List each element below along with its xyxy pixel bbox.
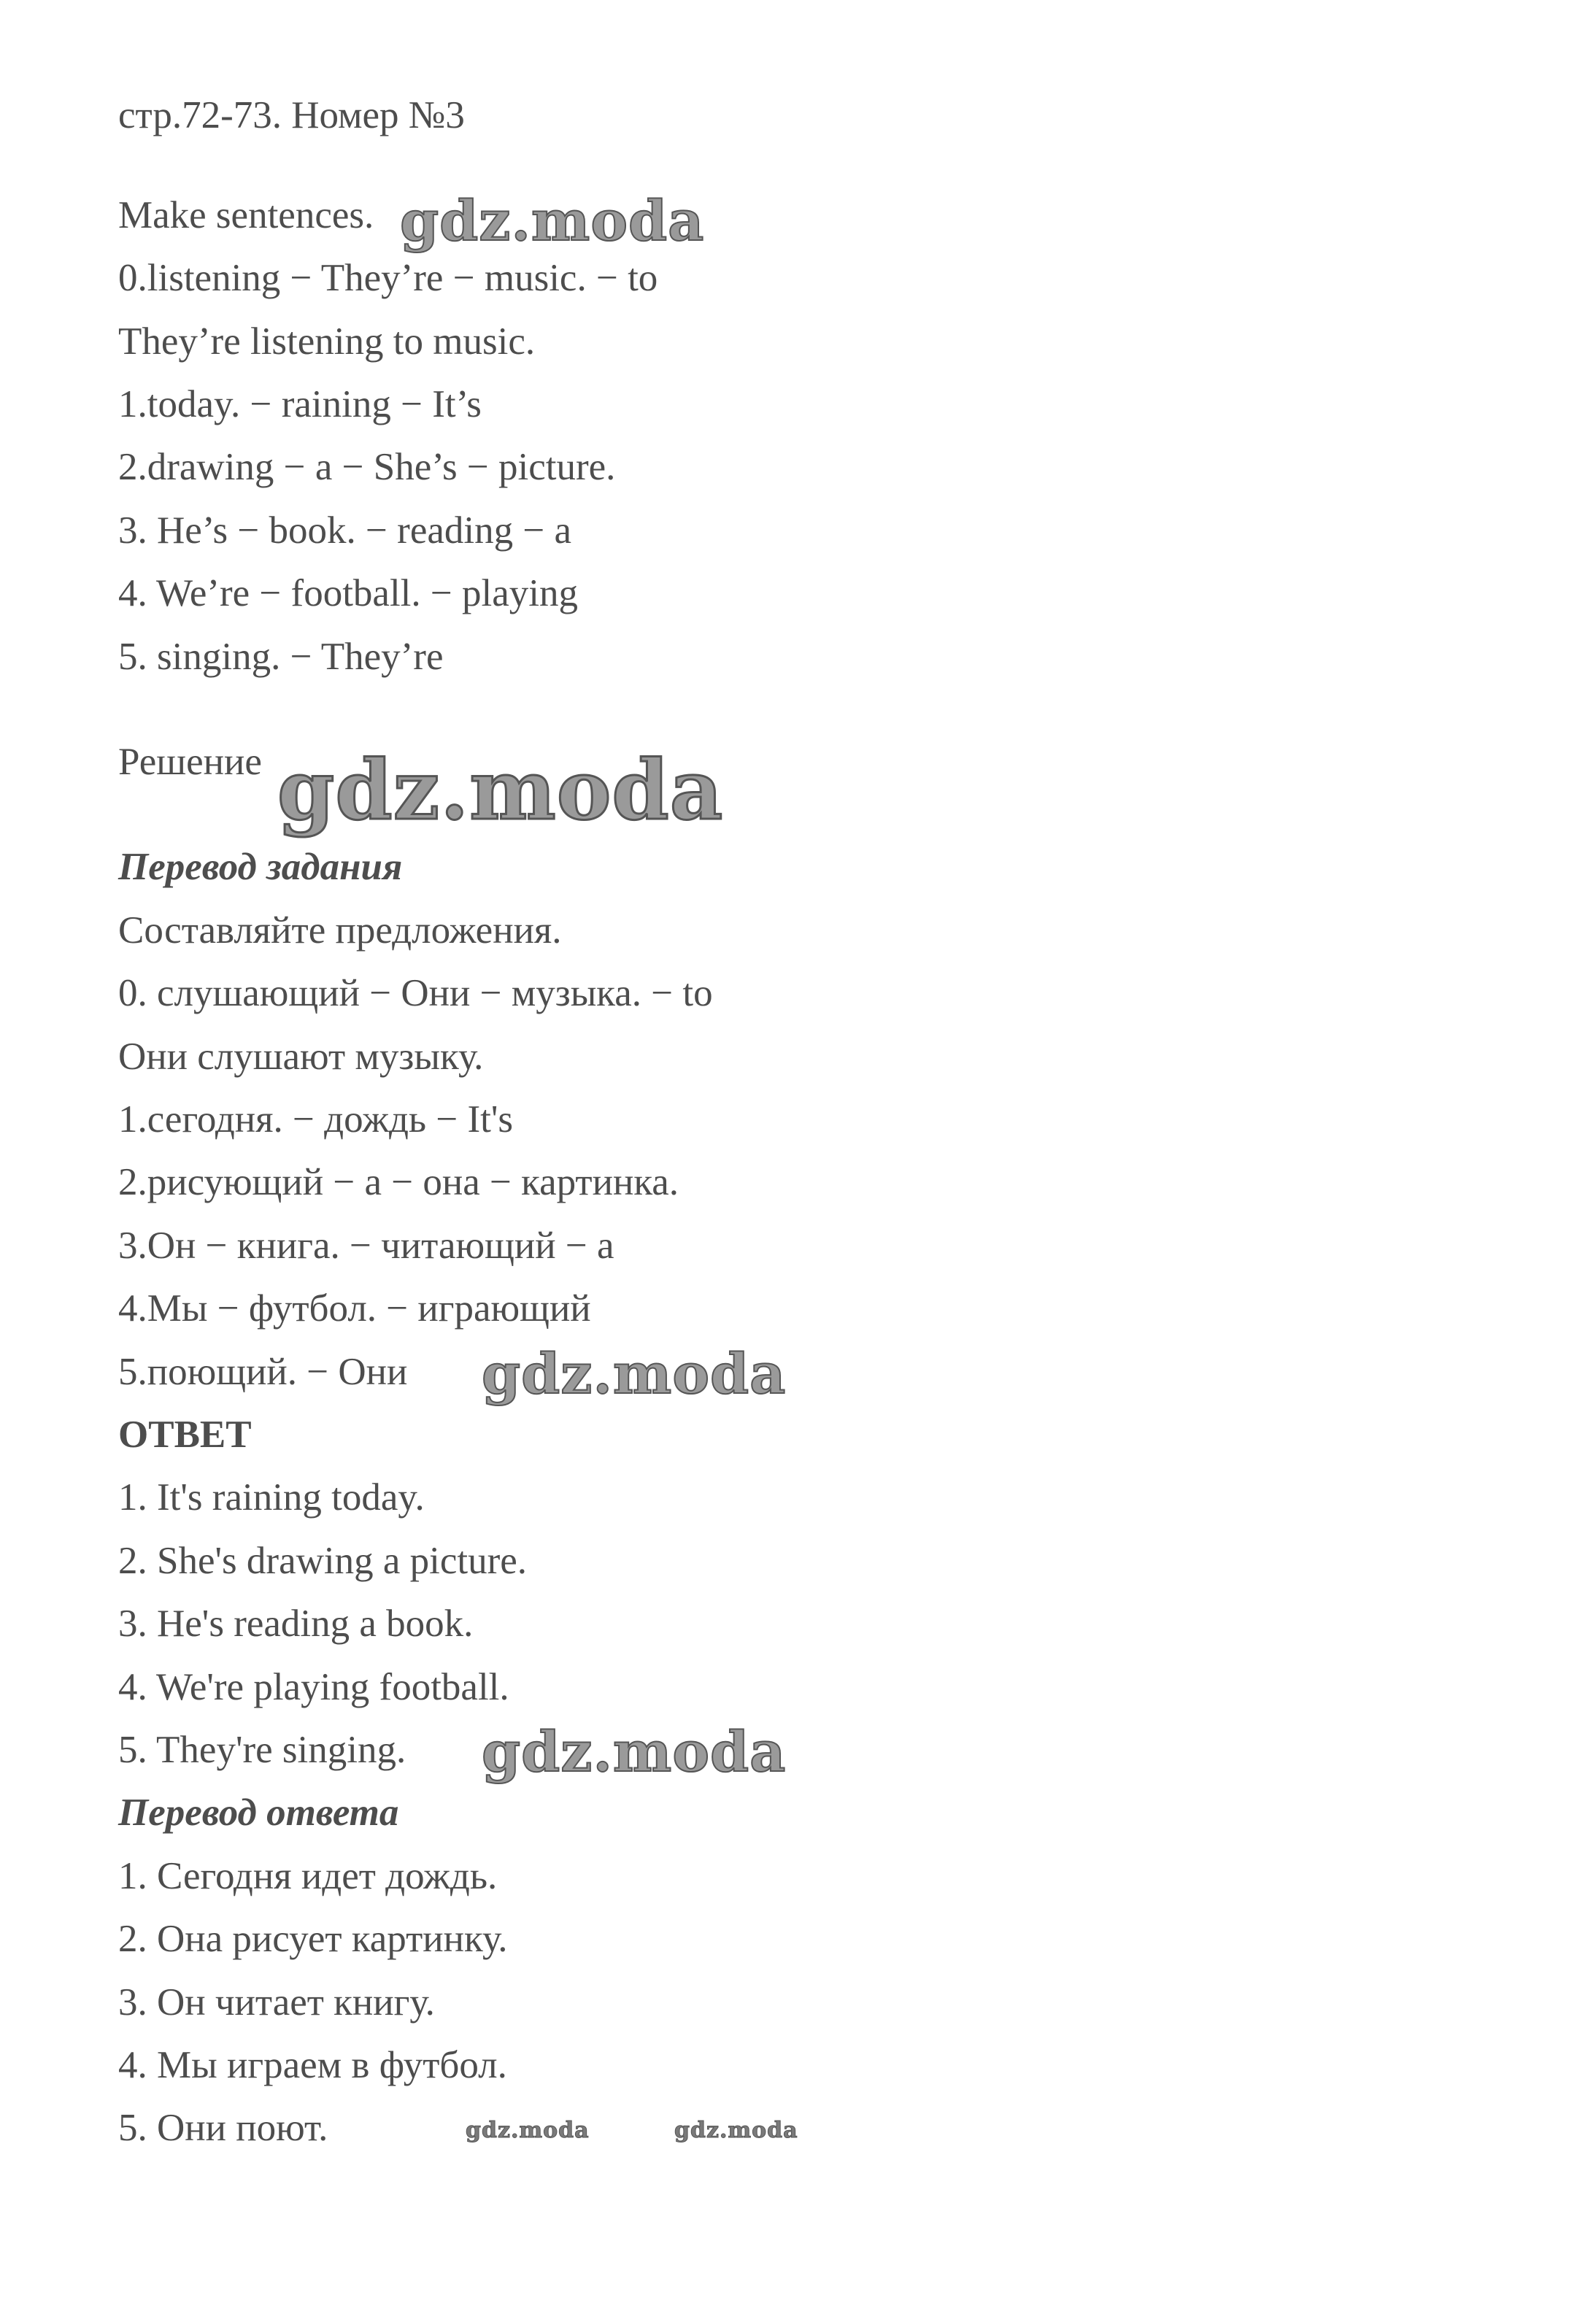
task-line: 4. We’re − football. − playing [118,572,579,614]
task-line: 0.listening − They’re − music. − to [118,257,658,299]
task-translation-line: 0. слушающий − Они − музыка. − to [118,972,713,1014]
answer-translation-heading: Перевод ответа [118,1791,399,1834]
watermark: gdz.moda [277,743,724,838]
task-line: They’re listening to music. [118,320,536,363]
answer-line: 1. It's raining today. [118,1476,425,1519]
answer-translation-line: 1. Сегодня идет дождь. [118,1855,498,1897]
answer-line: 2. She's drawing a picture. [118,1540,528,1582]
solution-label: Решение [118,741,262,783]
watermark: gdz.moda [400,188,705,253]
answer-line: 3. He's reading a book. [118,1602,474,1645]
watermark: gdz.moda [466,2118,590,2143]
answer-line: 5. They're singing. [118,1729,406,1771]
task-translation-line: 4.Мы − футбол. − играющий [118,1287,591,1330]
task-translation-line: 2.рисующий − a − она − картинка. [118,1161,679,1203]
task-translation-line: 5.поющий. − Они [118,1351,408,1393]
watermark: gdz.moda [482,1719,787,1784]
task-translation-line: Они слушают музыку. [118,1035,484,1078]
answer-translation-line: 5. Они поют. [118,2107,328,2149]
task-line: 1.today. − raining − It’s [118,383,482,425]
task-line: 3. He’s − book. − reading − a [118,509,572,552]
task-translation-line: Составляйте предложения. [118,909,562,952]
watermark: gdz.moda [674,2118,798,2143]
task-translation-line: 3.Он − книга. − читающий − a [118,1224,614,1267]
task-translation-heading: Перевод задания [118,846,403,888]
watermark: gdz.moda [482,1341,787,1406]
answer-translation-line: 2. Она рисует картинку. [118,1918,508,1960]
answer-translation-line: 4. Мы играем в футбол. [118,2044,507,2086]
answer-line: 4. We're playing football. [118,1666,509,1708]
answer-translation-line: 3. Он читает книгу. [118,1981,435,2024]
task-line: 5. singing. − They’re [118,636,444,678]
task-translation-line: 1.сегодня. − дождь − It's [118,1098,514,1141]
task-line: 2.drawing − a − She’s − picture. [118,446,616,488]
answer-heading: ОТВЕТ [118,1413,252,1456]
page-header: стр.72-73. Номер №3 [118,94,465,136]
task-intro: Make sentences. [118,194,374,236]
